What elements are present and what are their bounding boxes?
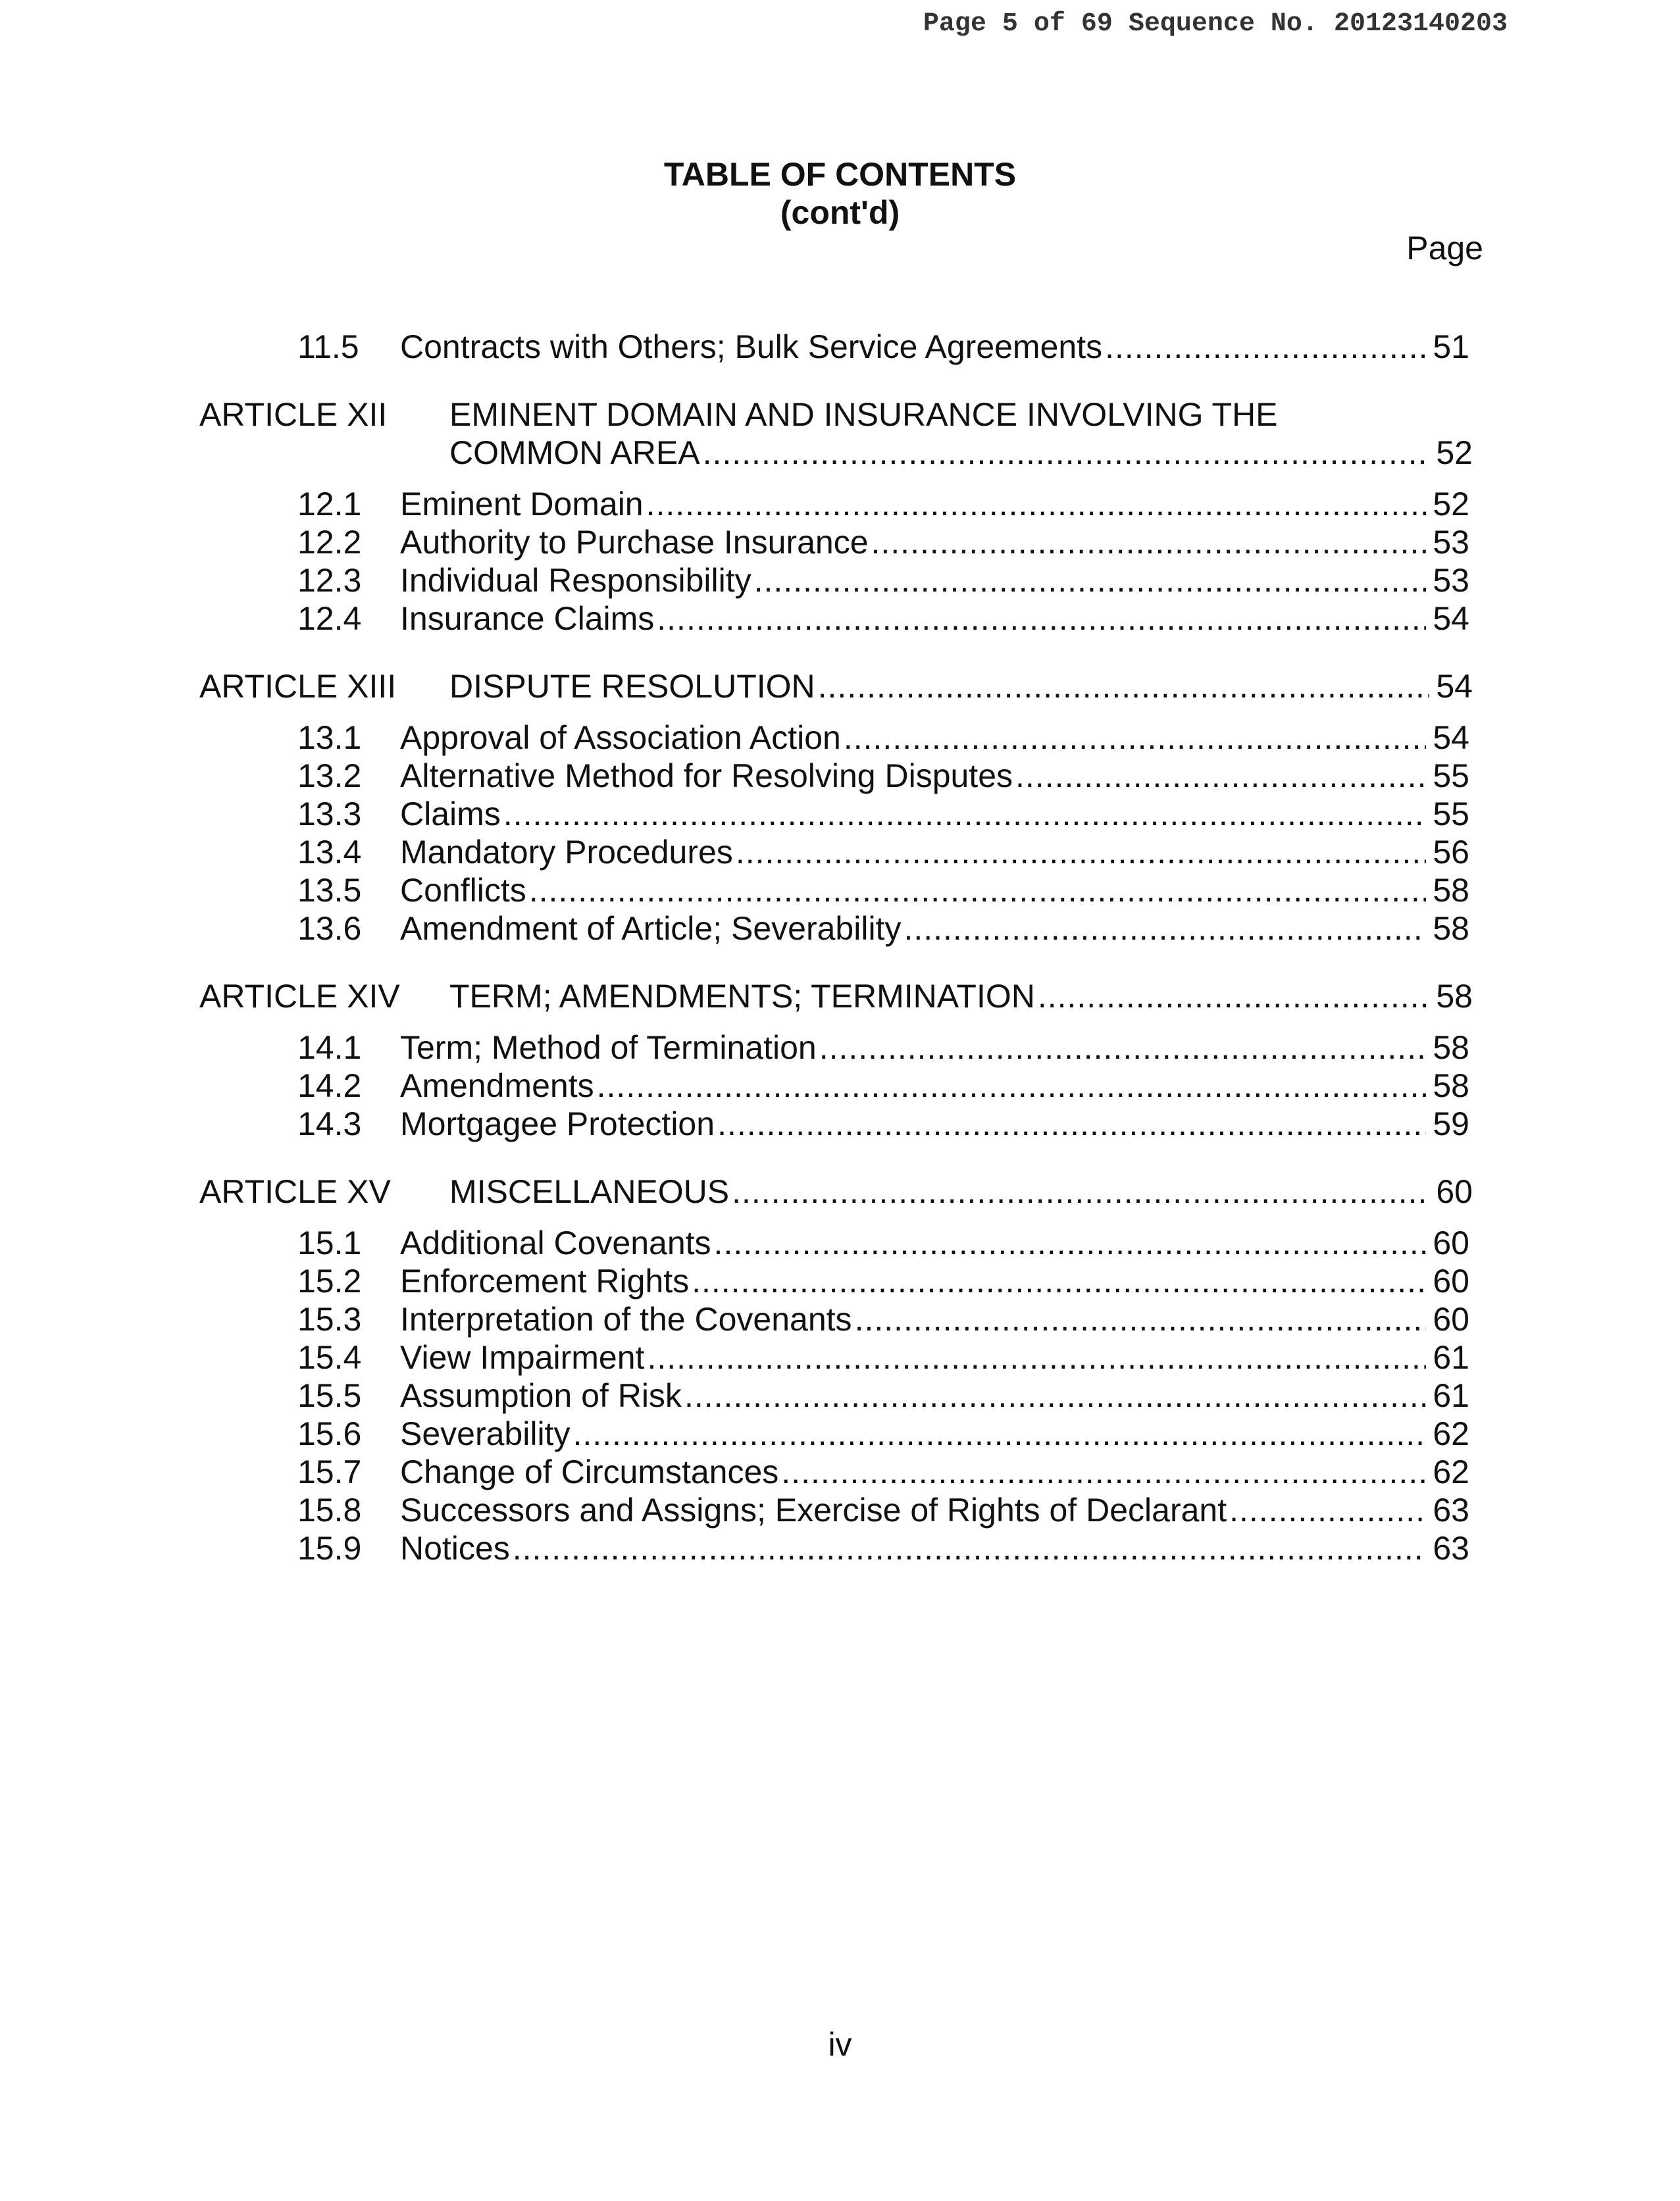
article-title-line2: COMMON AREA [449,434,700,471]
page-number: 54 [1436,668,1473,705]
entry-leader-row [400,909,1469,948]
toc-entry [0,1338,1680,1377]
section-number: 15.8 [297,1492,362,1529]
section-title: Authority to Purchase Insurance [400,524,869,561]
section-number: 13.3 [297,796,362,832]
entry-leader-row [400,1262,1469,1300]
page-number: 58 [1433,910,1469,947]
entry-leader-row [400,1338,1469,1377]
article-title: TERM; AMENDMENTS; TERMINATION [449,978,1035,1015]
entry-leader-row [400,1105,1469,1143]
section-number: 15.5 [297,1377,362,1414]
page-number: 58 [1433,872,1469,909]
toc-entry [0,1453,1680,1491]
article-section [0,395,1680,638]
dot-leader [818,667,1429,705]
section-title: View Impairment [400,1339,645,1376]
toc-entry [0,1262,1680,1300]
entry-leader-row [400,871,1469,909]
dot-leader [904,909,1426,948]
dot-leader [732,1173,1429,1211]
section-number: 12.3 [297,562,362,599]
toc-entry [0,719,1680,757]
article-label: ARTICLE XV [199,1173,391,1210]
article-entries [0,1224,1680,1567]
dot-leader [503,795,1426,833]
article-section [0,1173,1680,1567]
dot-leader [657,599,1426,638]
section-title: Contracts with Others; Bulk Service Agreements [400,328,1103,365]
section-number: 15.2 [297,1263,362,1300]
section-number: 14.3 [297,1105,362,1142]
page-number: 60 [1436,1173,1473,1210]
dot-leader [1105,328,1426,366]
dot-leader [736,833,1426,871]
section-number: 11.5 [297,328,359,365]
article-heading-line [0,977,1680,1015]
entry-leader-row [400,328,1469,366]
toc-entry [0,1224,1680,1262]
page-number: 52 [1436,434,1473,471]
section-number: 15.6 [297,1415,362,1452]
toc-entry [0,1105,1680,1143]
article-label: ARTICLE XII [199,396,388,433]
article-section [0,667,1680,948]
page-number: 61 [1433,1339,1469,1376]
dot-leader [819,1028,1426,1067]
page-number: 58 [1433,1067,1469,1104]
toc-entry [0,1415,1680,1453]
page-number: 55 [1433,796,1469,832]
page-number: 53 [1433,524,1469,561]
toc-entry [0,1529,1680,1567]
page-number: 51 [1433,328,1469,365]
entry-leader-row [400,1453,1469,1491]
article-leader-row [449,977,1473,1015]
article-title-line1: EMINENT DOMAIN AND INSURANCE INVOLVING THE [449,396,1278,433]
entry-leader-row [400,1491,1469,1529]
page-number: 59 [1433,1105,1469,1142]
section-number: 13.2 [297,757,362,794]
toc-entry [0,1491,1680,1529]
section-number: 15.4 [297,1339,362,1376]
dot-leader [597,1067,1426,1105]
article-label: ARTICLE XIII [199,668,397,705]
section-title: Successors and Assigns; Exercise of Rights of Declarant [400,1492,1227,1529]
section-title: Assumption of Risk [400,1377,682,1414]
entry-leader-row [400,561,1469,599]
article-title: MISCELLANEOUS [449,1173,730,1210]
article-heading-line [0,395,1680,434]
page-number: 58 [1433,1029,1469,1066]
dot-leader [573,1415,1426,1453]
section-number: 13.6 [297,910,362,947]
entry-leader-row [400,795,1469,833]
toc-subtitle: (cont'd) [780,194,900,231]
dot-leader [855,1300,1426,1338]
table-of-contents [0,328,1680,1567]
section-number: 14.1 [297,1029,362,1066]
dot-leader [703,434,1429,472]
toc-entry [0,833,1680,871]
dot-leader [684,1377,1426,1415]
page-number: 63 [1433,1492,1469,1529]
entry-leader-row [400,1224,1469,1262]
article-section [0,977,1680,1143]
page-number: 55 [1433,757,1469,794]
toc-entry [0,757,1680,795]
toc-entry [0,871,1680,909]
page-number: 60 [1433,1225,1469,1261]
section-number: 13.4 [297,834,362,871]
toc-entry [0,1028,1680,1067]
lead-section [0,328,1680,366]
entry-leader-row [400,1028,1469,1067]
page-number: 63 [1433,1530,1469,1567]
article-heading-line [0,434,1680,472]
section-title: Conflicts [400,872,526,909]
article-entries [0,485,1680,638]
article-title: DISPUTE RESOLUTION [449,668,815,705]
page-number: 61 [1433,1377,1469,1414]
section-number: 13.1 [297,719,362,756]
page-number: 52 [1433,486,1469,522]
entry-leader-row [400,1415,1469,1453]
page-number: 60 [1433,1301,1469,1338]
section-number: 13.5 [297,872,362,909]
section-number: 12.4 [297,600,362,637]
entry-leader-row [400,1377,1469,1415]
entry-leader-row [400,719,1469,757]
article-label: ARTICLE XIV [199,978,400,1015]
page-number: 56 [1433,834,1469,871]
page-number-footer: iv [828,2026,852,2063]
dot-leader [754,561,1426,599]
page-number: 62 [1433,1454,1469,1490]
section-title: Enforcement Rights [400,1263,690,1300]
article-leader-row [449,667,1473,705]
dot-leader [513,1529,1426,1567]
entry-leader-row [400,523,1469,561]
dot-leader [871,523,1427,561]
toc-heading [0,155,1680,232]
dot-leader [1015,757,1426,795]
dot-leader [714,1224,1426,1262]
entry-leader-row [400,1529,1469,1567]
dot-leader [844,719,1426,757]
toc-entry [0,1377,1680,1415]
dot-leader [781,1453,1426,1491]
toc-entry [0,599,1680,638]
dot-leader [692,1262,1426,1300]
section-title: Insurance Claims [400,600,655,637]
article-entries [0,1028,1680,1143]
section-title: Eminent Domain [400,486,644,522]
page-number: 53 [1433,562,1469,599]
section-number: 15.9 [297,1530,362,1567]
section-number: 12.1 [297,486,362,522]
page-number: 58 [1436,978,1473,1015]
toc-entry [0,909,1680,948]
toc-title: TABLE OF CONTENTS [663,156,1017,193]
section-title: Notices [400,1530,510,1567]
dot-leader [646,485,1426,523]
dot-leader [717,1105,1426,1143]
article-entries [0,719,1680,948]
section-number: 14.2 [297,1067,362,1104]
section-title: Amendment of Article; Severability [400,910,902,947]
toc-entry [0,1067,1680,1105]
toc-entry [0,485,1680,523]
page-number: 54 [1433,719,1469,756]
page-number: 60 [1433,1263,1469,1300]
section-number: 12.2 [297,524,362,561]
section-title: Alternative Method for Resolving Disputes [400,757,1013,794]
toc-entry [0,561,1680,599]
entry-leader-row [400,1067,1469,1105]
section-title: Interpretation of the Covenants [400,1301,852,1338]
article-leader-row [449,434,1473,472]
section-title: Additional Covenants [400,1225,711,1261]
entry-leader-row [400,485,1469,523]
article-heading-line [0,667,1680,705]
article-heading-line [0,1173,1680,1211]
section-title: Mortgagee Protection [400,1105,715,1142]
article-leader-row [449,1173,1473,1211]
dot-leader [647,1338,1426,1377]
section-number: 15.7 [297,1454,362,1490]
section-title: Claims [400,796,501,832]
dot-leader [529,871,1426,909]
toc-entry [0,795,1680,833]
section-title: Approval of Association Action [400,719,841,756]
entry-leader-row [400,1300,1469,1338]
section-title: Amendments [400,1067,594,1104]
section-title: Change of Circumstances [400,1454,779,1490]
dot-leader [1229,1491,1426,1529]
section-number: 15.3 [297,1301,362,1338]
section-title: Term; Method of Termination [400,1029,817,1066]
page-number: 54 [1433,600,1469,637]
section-title: Severability [400,1415,571,1452]
page-number: 62 [1433,1415,1469,1452]
dot-leader [1038,977,1429,1015]
entry-leader-row [400,599,1469,638]
toc-entry [0,328,1680,366]
toc-entry [0,523,1680,561]
document-header: Page 5 of 69 Sequence No. 20123140203 [923,9,1508,39]
section-number: 15.1 [297,1225,362,1261]
page-column-label: Page [1406,230,1483,266]
toc-entry [0,1300,1680,1338]
section-title: Individual Responsibility [400,562,751,599]
entry-leader-row [400,757,1469,795]
section-title: Mandatory Procedures [400,834,733,871]
entry-leader-row [400,833,1469,871]
